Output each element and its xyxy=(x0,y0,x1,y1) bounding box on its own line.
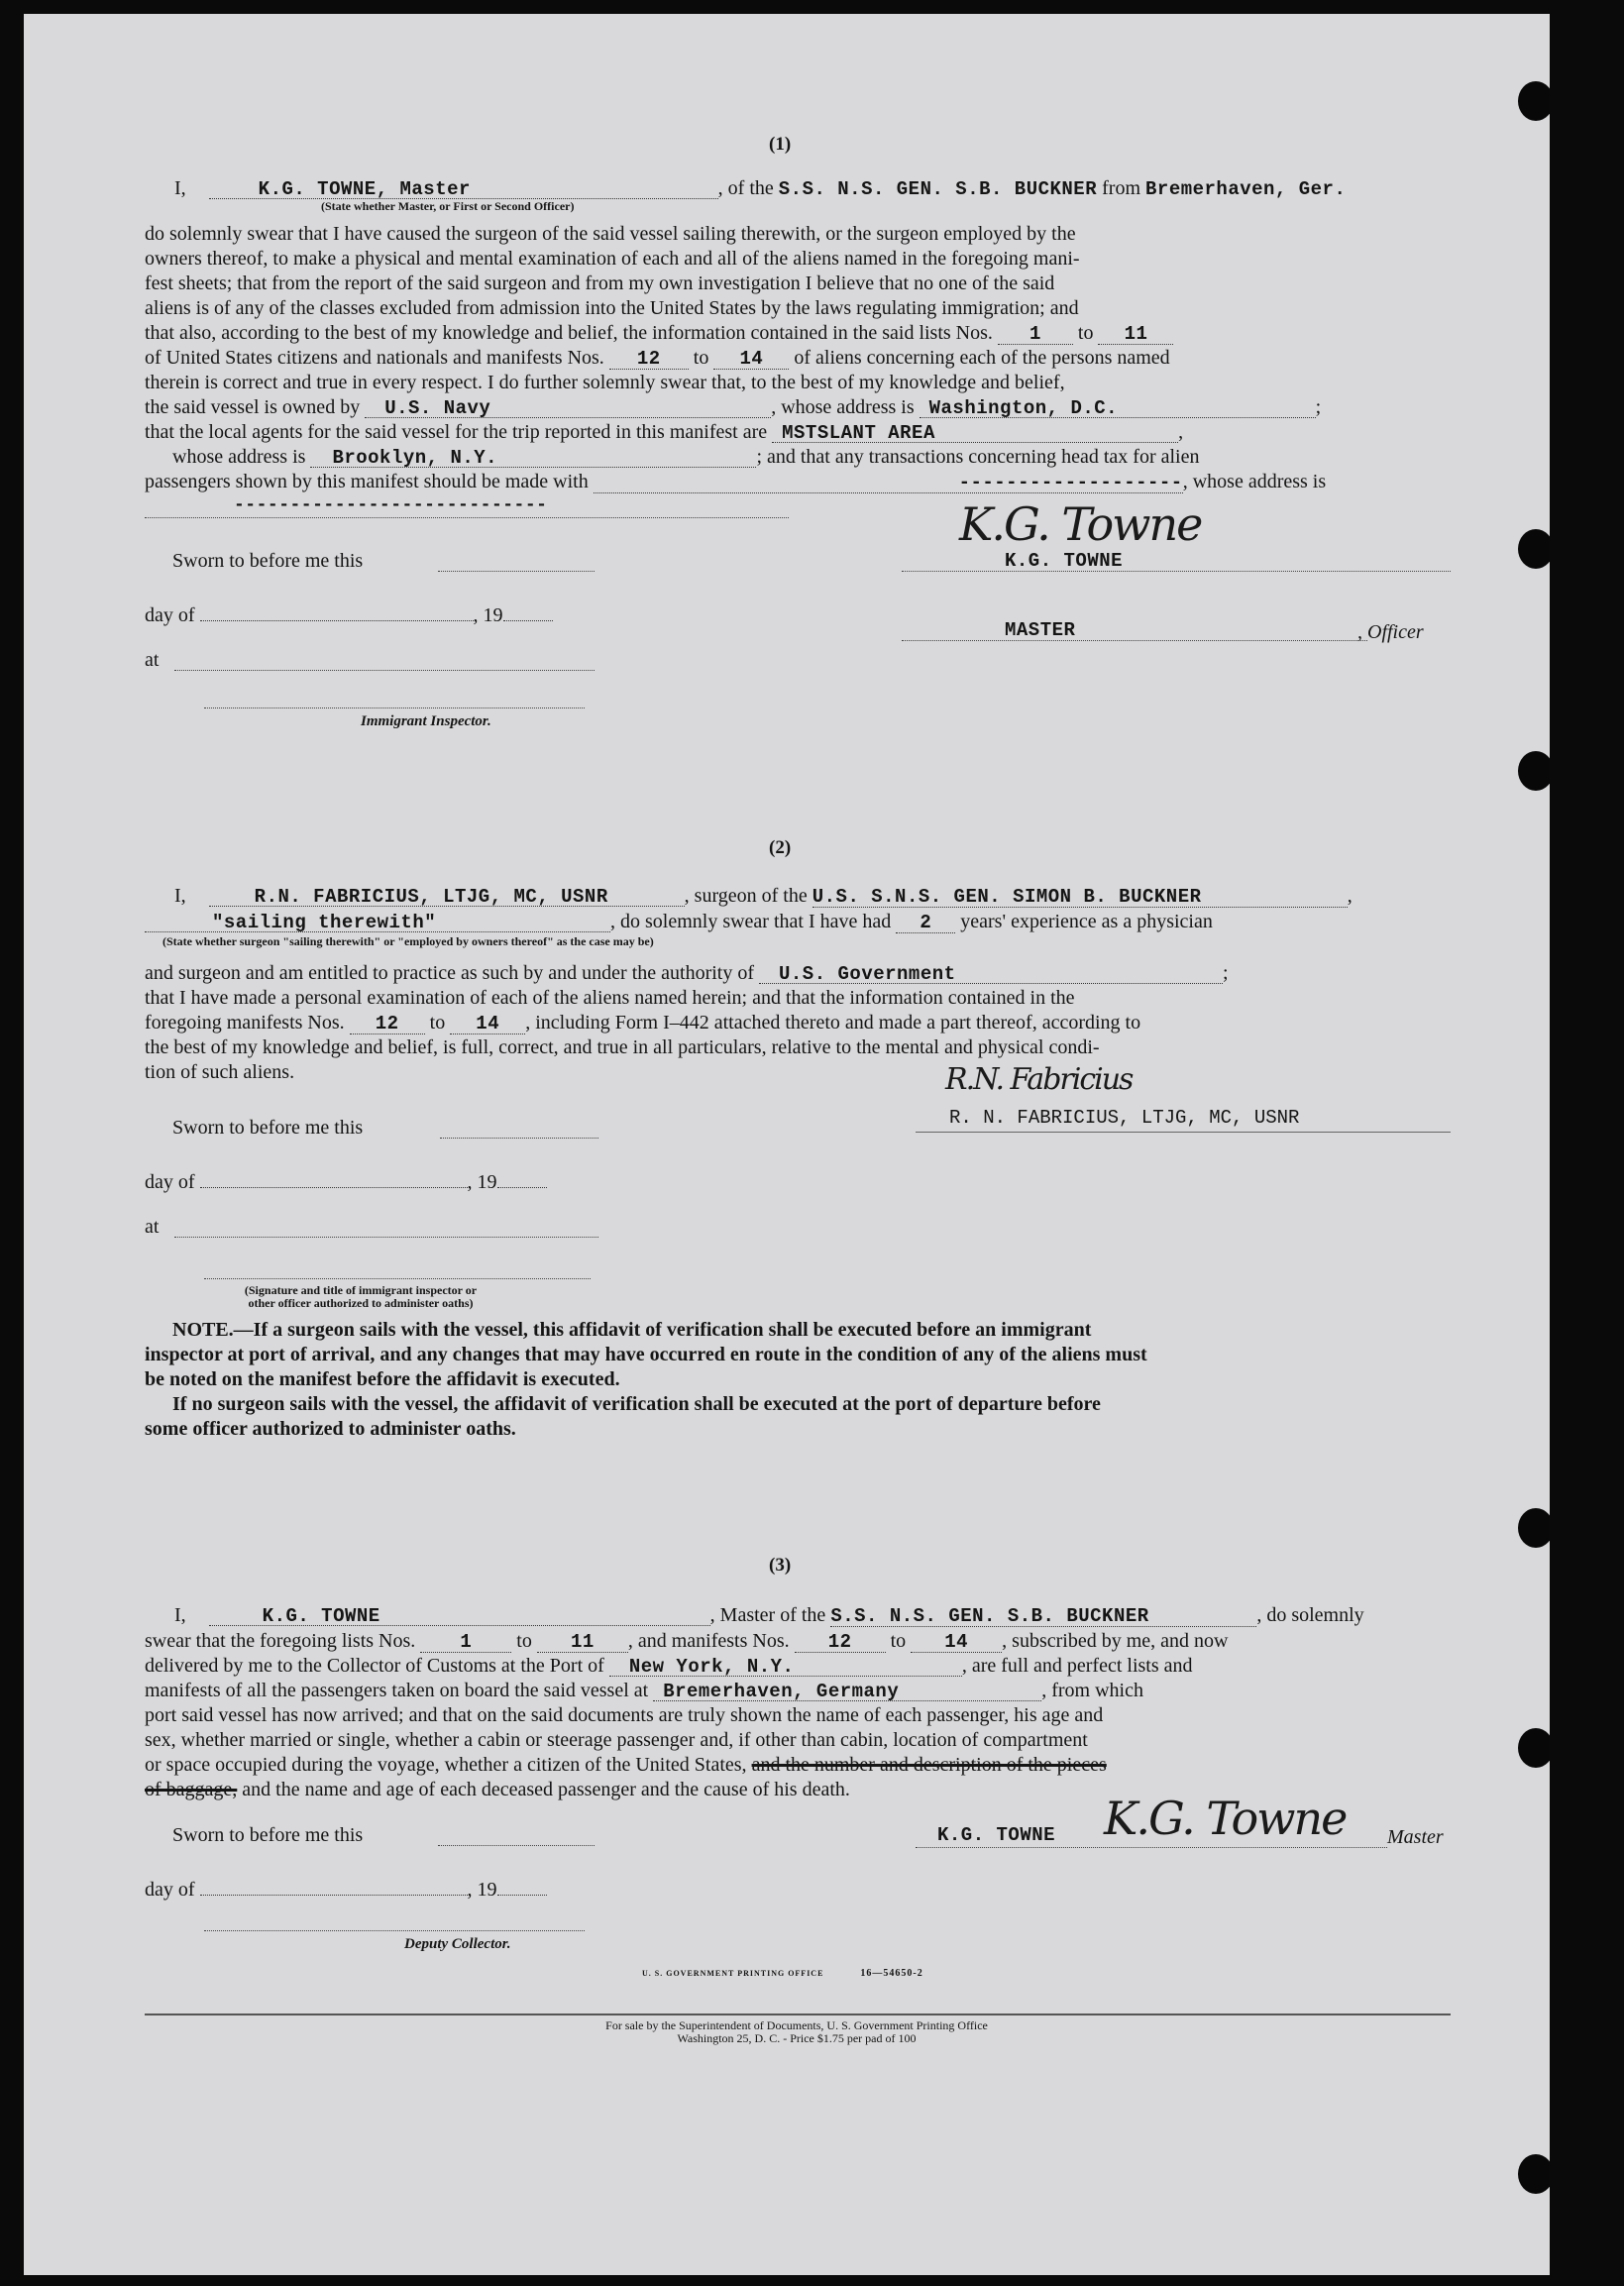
officer-line xyxy=(902,640,1367,641)
vessel-name-field-3[interactable]: S.S. N.S. GEN. S.B. BUCKNER xyxy=(830,1604,1256,1627)
surgeon-name-field[interactable]: R.N. FABRICIUS, LTJG, MC, USNR xyxy=(209,885,685,907)
body-text: the said vessel is owned by xyxy=(145,396,361,418)
day-of-text: day of xyxy=(145,1171,195,1193)
master-name-field-3[interactable]: K.G. TOWNE xyxy=(209,1604,710,1626)
day-of-text: day of xyxy=(145,1879,195,1901)
departure-field[interactable]: Bremerhaven, Germany xyxy=(653,1680,1041,1701)
at-label-1: at xyxy=(145,649,160,671)
gpo-imprint xyxy=(642,1968,923,1979)
affidavit-3-body xyxy=(145,1629,1451,1802)
body-text: of United States citizens and nationals and manifests Nos. xyxy=(145,347,604,369)
affidavit-3-first-line xyxy=(174,1603,1364,1627)
sworn-label-3: Sworn to before me this xyxy=(172,1824,364,1846)
body-text: swear that the foregoing lists Nos. xyxy=(145,1630,416,1652)
body-line: aliens is of any of the classes excluded from admission into the United States by the laws regulating immigration; and xyxy=(145,297,1079,319)
manifests-from-field-3[interactable]: 12 xyxy=(795,1630,886,1653)
body-line: port said vessel has now arrived; and that on the said documents are truly shown the name of each passenger, his age and xyxy=(145,1704,1104,1726)
body-line: sex, whether married or single, whether a cabin or steerage passenger and, if other than cabin, location of compartment xyxy=(145,1729,1088,1751)
sworn-date-field-3[interactable] xyxy=(438,1845,595,1846)
punch-hole-5 xyxy=(1518,1728,1550,1768)
of-the-label: , of the xyxy=(717,177,774,199)
day-of-label-3 xyxy=(145,1873,547,1902)
body-text: and the name and age of each deceased passenger and the cause of his death. xyxy=(242,1779,850,1800)
lists-from-field[interactable]: 1 xyxy=(998,322,1073,345)
body-line xyxy=(145,1629,1451,1654)
body-line xyxy=(145,321,1451,346)
note-block xyxy=(145,1318,1451,1442)
gpo-text: U. S. GOVERNMENT PRINTING OFFICE xyxy=(642,1969,824,1978)
collector-caption: Deputy Collector. xyxy=(404,1936,511,1952)
sailing-field[interactable]: "sailing therewith" xyxy=(145,911,610,932)
surgeon-manifest-from-field[interactable]: 12 xyxy=(350,1012,425,1034)
affidavit-1-i: I, xyxy=(174,177,186,199)
body-text: ; and that any transactions concerning head tax for alien xyxy=(756,446,1200,468)
surgeon-manifest-to-field[interactable]: 14 xyxy=(450,1012,525,1034)
manifests-to-field-3[interactable]: 14 xyxy=(911,1630,1002,1653)
collector-signature-line[interactable] xyxy=(204,1930,585,1931)
port-field[interactable]: New York, N.Y. xyxy=(609,1655,962,1677)
head-tax-address-line xyxy=(145,517,789,518)
affidavit-3-i: I, xyxy=(174,1604,186,1626)
caption-line: (Signature and title of immigrant inspector or xyxy=(244,1283,478,1297)
lists-to-field[interactable]: 11 xyxy=(1098,322,1173,345)
lists-to-field-3[interactable]: 11 xyxy=(537,1630,628,1653)
affidavit-2-i: I, xyxy=(174,885,186,907)
vessel-name-field[interactable]: S.S. N.S. GEN. S.B. BUCKNER xyxy=(778,178,1098,200)
body-line: therein is correct and true in every respect. I do further solemnly swear that, to the best of my knowledge and belief, xyxy=(145,372,1065,393)
body-text: , whose address is xyxy=(1182,471,1327,492)
surgeon-vessel-field[interactable]: U.S. S.N.S. GEN. SIMON B. BUCKNER xyxy=(812,885,1348,908)
surgeon-signature: R.N. Fabricius xyxy=(945,1062,1133,1097)
affidavit-1-number: (1) xyxy=(769,134,792,155)
sworn-date-field-2[interactable] xyxy=(440,1138,598,1139)
affidavit-2-first-line: I, R.N. FABRICIUS, LTJG, MC, USNR , surgeon of the U.S. S.N.S. GEN. SIMON B. BUCKNER , xyxy=(174,885,1353,908)
affidavit-2-number: (2) xyxy=(769,837,792,858)
to-label: to xyxy=(1077,322,1094,344)
body-line xyxy=(145,470,1451,494)
officer-title-field[interactable]: MASTER xyxy=(1005,619,1076,641)
punch-hole-4 xyxy=(1518,1508,1550,1548)
body-line xyxy=(145,445,1451,470)
year-prefix: , 19 xyxy=(473,604,503,626)
affidavit-2-body xyxy=(145,961,1451,1085)
sale-line: For sale by the Superintendent of Documents, U. S. Government Printing Office xyxy=(605,2018,988,2032)
body-line: do solemnly swear that I have caused the surgeon of the said vessel sailing therewith, or the surgeon employed by the xyxy=(145,223,1076,245)
day-of-text: day of xyxy=(145,604,195,626)
form-number: 16—54650-2 xyxy=(860,1968,923,1979)
body-line xyxy=(145,346,1451,371)
inspector-caption: Immigrant Inspector. xyxy=(361,713,491,729)
body-text: years' experience as a physician xyxy=(960,911,1213,932)
sworn-date-field-1[interactable] xyxy=(438,571,595,572)
affidavit-2-second-line xyxy=(145,910,1213,933)
body-line: owners thereof, to make a physical and mental examination of each and all of the aliens named in the foregoing mani- xyxy=(145,248,1080,270)
to-label: to xyxy=(429,1012,446,1034)
note-line: be noted on the manifest before the affidavit is executed. xyxy=(145,1368,620,1390)
authorized-officer-caption xyxy=(212,1284,509,1310)
signer-line-3 xyxy=(916,1847,1387,1848)
master-signature-3: K.G. Towne xyxy=(1104,1792,1347,1845)
agent-address-field[interactable]: Brooklyn, N.Y. xyxy=(310,446,756,468)
body-line: the best of my knowledge and belief, is full, correct, and true in all particulars, relative to the mental and physical condi- xyxy=(145,1036,1100,1058)
body-text: , from which xyxy=(1041,1680,1143,1701)
signer-name-1: K.G. TOWNE xyxy=(1005,550,1124,572)
authority-field[interactable]: U.S. Government xyxy=(759,962,1223,984)
master-label-3: Master xyxy=(1387,1826,1444,1848)
body-line xyxy=(145,1011,1451,1035)
body-text: , whose address is xyxy=(771,396,915,418)
body-text: of aliens concerning each of the persons named xyxy=(794,347,1170,369)
punch-hole-3 xyxy=(1518,751,1550,791)
signer-name-3: K.G. TOWNE xyxy=(937,1824,1056,1846)
body-line xyxy=(145,1753,1451,1778)
body-text: foregoing manifests Nos. xyxy=(145,1012,345,1034)
body-text: delivered by me to the Collector of Customs at the Port of xyxy=(145,1655,604,1677)
body-text: , are full and perfect lists and xyxy=(961,1655,1193,1677)
day-of-field-1[interactable] xyxy=(200,599,474,621)
sale-line: Washington 25, D. C. - Price $1.75 per pad of 100 xyxy=(677,2031,917,2045)
body-text: , do solemnly xyxy=(1256,1604,1364,1626)
to-label: to xyxy=(890,1630,907,1652)
sworn-label-2: Sworn to before me this xyxy=(172,1117,364,1139)
head-tax-party-field[interactable]: ------------------- xyxy=(594,471,1183,493)
at-label-2: at xyxy=(145,1216,160,1238)
note-line: some officer authorized to administer oaths. xyxy=(145,1418,516,1440)
body-text: or space occupied during the voyage, whether a citizen of the United States, xyxy=(145,1754,747,1776)
manifests-from-field[interactable]: 12 xyxy=(609,347,689,370)
body-line: and surgeon and am entitled to practice as such by and under the authority of U.S. Government ; xyxy=(145,962,1229,985)
affidavit-1-body xyxy=(145,222,1451,494)
at-field-1[interactable] xyxy=(174,670,595,671)
year-prefix: , 19 xyxy=(467,1879,497,1901)
from-port-field[interactable]: Bremerhaven, Ger. xyxy=(1145,178,1347,200)
body-text: whose address is xyxy=(172,446,306,468)
head-tax-address-field[interactable]: ---------------------------- xyxy=(234,495,548,515)
owner-field[interactable]: U.S. Navy xyxy=(365,396,771,418)
punch-hole-2 xyxy=(1518,529,1550,569)
body-text: , and manifests Nos. xyxy=(627,1630,790,1652)
sailing-caption: (State whether surgeon "sailing therewith" or "employed by owners thereof" as the case may be) xyxy=(162,934,654,948)
master-of-label: , Master of the xyxy=(709,1604,826,1626)
year-field-2[interactable] xyxy=(497,1165,547,1188)
year-field-1[interactable] xyxy=(503,599,553,621)
years-field[interactable]: 2 xyxy=(896,911,955,933)
manifests-to-field[interactable]: 14 xyxy=(713,347,789,370)
body-text: that also, according to the best of my knowledge and belief, the information contained in the said lists Nos. xyxy=(145,322,993,344)
body-line: the said vessel is owned by U.S. Navy , whose address is Washington, D.C. ; xyxy=(145,396,1322,419)
punch-hole-1 xyxy=(1518,81,1550,121)
owner-address-field[interactable]: Washington, D.C. xyxy=(920,396,1316,418)
document-page xyxy=(24,14,1550,2275)
day-of-field-3[interactable] xyxy=(200,1873,468,1896)
agents-field[interactable]: MSTSLANT AREA xyxy=(772,421,1178,443)
punch-hole-6 xyxy=(1518,2154,1550,2194)
signer-line-1 xyxy=(902,571,1451,572)
sworn-label-1: Sworn to before me this xyxy=(172,550,364,572)
body-line: tion of such aliens. xyxy=(145,1061,295,1083)
to-label: to xyxy=(516,1630,532,1652)
body-text: , including Form I–442 attached thereto and made a part thereof, according to xyxy=(525,1012,1141,1034)
affidavit-1-first-line xyxy=(174,176,1346,201)
day-of-label-1 xyxy=(145,599,553,627)
sale-notice xyxy=(400,2019,1193,2045)
day-of-field-2[interactable] xyxy=(200,1165,468,1188)
master-signature-1: K.G. Towne xyxy=(959,497,1202,551)
to-label: to xyxy=(693,347,709,369)
year-field-3[interactable] xyxy=(497,1873,547,1896)
body-text: passengers shown by this manifest should be made with xyxy=(145,471,589,492)
body-text: and surgeon and am entitled to practice as such by and under the authority of xyxy=(145,962,754,984)
surgeon-typed-name: R. N. FABRICIUS, LTJG, MC, USNR xyxy=(949,1107,1300,1129)
body-text: , subscribed by me, and now xyxy=(1002,1630,1229,1652)
master-name-field[interactable]: K.G. TOWNE, Master xyxy=(209,177,718,199)
caption-line: other officer authorized to administer oaths) xyxy=(248,1296,474,1310)
master-caption: (State whether Master, or First or Second Officer) xyxy=(321,199,575,213)
at-field-2[interactable] xyxy=(174,1237,598,1238)
day-of-label-2 xyxy=(145,1165,547,1194)
note-line: If no surgeon sails with the vessel, the affidavit of verification shall be executed at the port of departure before xyxy=(172,1393,1101,1415)
struck-text: and the number and description of the pieces xyxy=(751,1754,1107,1776)
surgeon-of-label: , surgeon of the xyxy=(684,885,808,907)
body-line: that the local agents for the said vessel for the trip reported in this manifest are MSTSLANT AREA , xyxy=(145,421,1184,444)
footer-rule xyxy=(145,2014,1451,2015)
body-line xyxy=(145,1654,1451,1679)
authorized-officer-line[interactable] xyxy=(204,1278,591,1279)
body-text: that the local agents for the said vessel for the trip reported in this manifest are xyxy=(145,421,768,443)
year-prefix: , 19 xyxy=(467,1171,497,1193)
body-line: that I have made a personal examination of each of the aliens named herein; and that the information contained in the xyxy=(145,987,1075,1009)
officer-label: , Officer xyxy=(1357,621,1424,643)
body-text: manifests of all the passengers taken on board the said vessel at xyxy=(145,1680,649,1701)
note-line: NOTE.—If a surgeon sails with the vessel, this affidavit of verification shall be executed before an immigrant xyxy=(172,1319,1092,1341)
note-line: inspector at port of arrival, and any changes that may have occurred en route in the condition of any of the aliens must xyxy=(145,1344,1147,1365)
affidavit-3-number: (3) xyxy=(769,1555,792,1576)
body-line xyxy=(145,1679,1451,1703)
struck-text: of baggage, xyxy=(145,1779,238,1800)
lists-from-field-3[interactable]: 1 xyxy=(420,1630,511,1653)
body-text: , do solemnly swear that I have had xyxy=(610,911,892,932)
from-label: from xyxy=(1102,177,1141,199)
surgeon-signature-line xyxy=(916,1132,1451,1133)
body-line: fest sheets; that from the report of the said surgeon and from my own investigation I believe that no one of the said xyxy=(145,272,1055,294)
